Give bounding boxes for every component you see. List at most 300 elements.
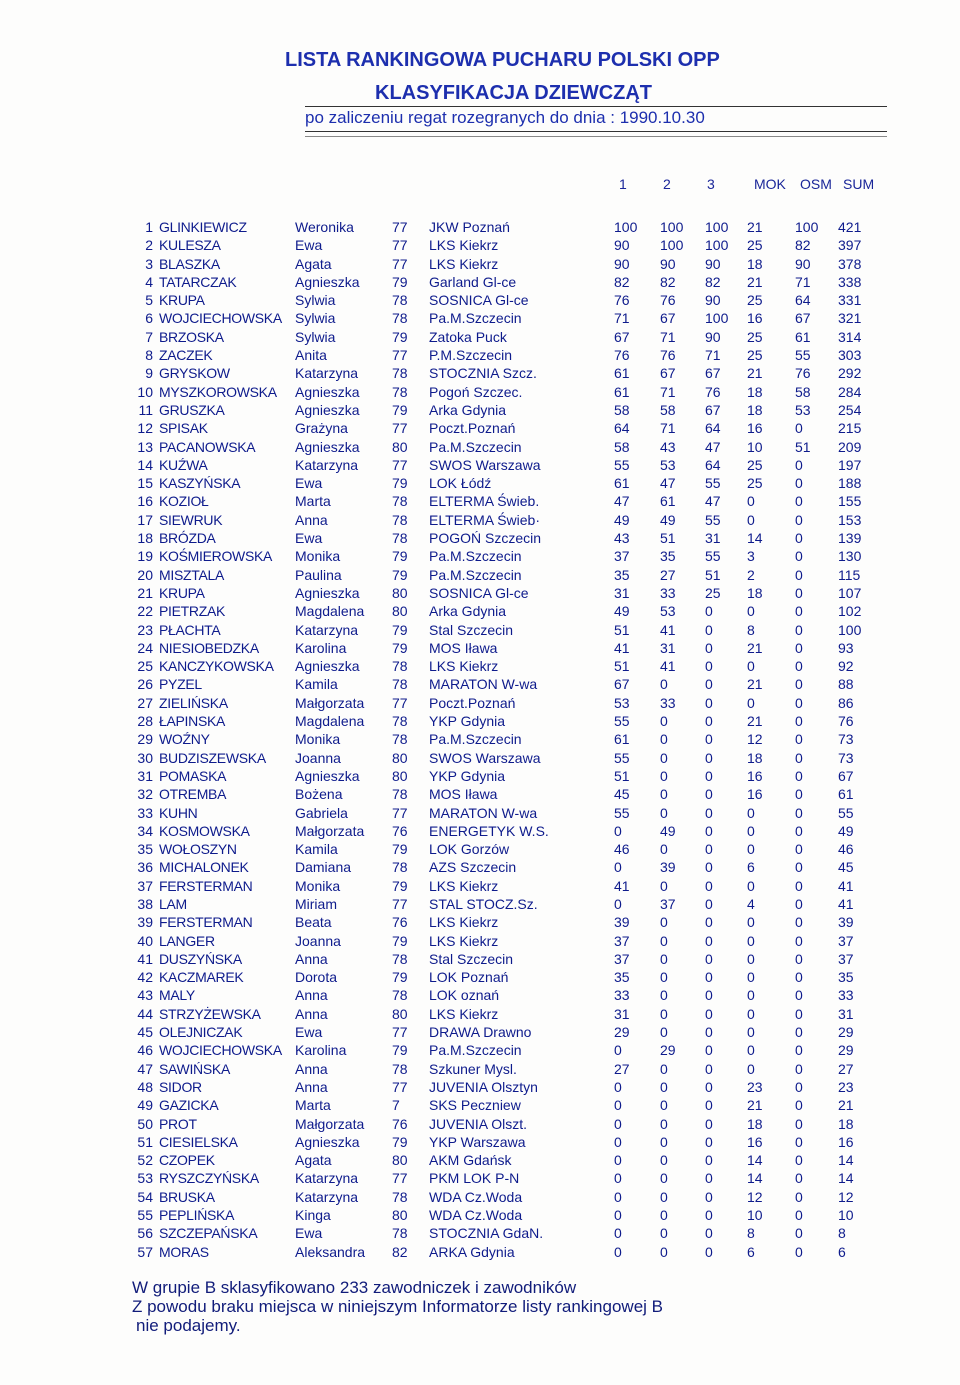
- birth-year: 76: [392, 1115, 408, 1132]
- club: ARKA Gdynia: [429, 1243, 515, 1260]
- footer-line-3: nie podajemy.: [136, 1316, 241, 1335]
- surname: SZCZEPAŃSKA: [159, 1225, 258, 1242]
- score-regatta-2: 0: [660, 877, 668, 894]
- club: YKP Gdynia: [429, 767, 506, 784]
- score-regatta-1: 29: [614, 1024, 630, 1041]
- birth-year: 77: [392, 237, 408, 254]
- score-mok: 16: [747, 767, 763, 784]
- score-regatta-1: 61: [614, 731, 630, 748]
- score-regatta-2: 0: [660, 950, 668, 967]
- footer-line-2: Z powodu braku miejsca w niniejszym Informatorze listy rankingowej B: [132, 1297, 663, 1316]
- score-regatta-2: 0: [660, 1152, 668, 1169]
- rank-number: 6: [145, 310, 153, 327]
- score-regatta-2: 31: [660, 639, 676, 656]
- rank-number: 5: [145, 292, 153, 309]
- club: SWOS Warszawa: [429, 456, 541, 473]
- rank-number: 32: [137, 786, 153, 803]
- surname: FERSTERMAN: [159, 914, 253, 931]
- birth-year: 78: [392, 493, 408, 510]
- score-regatta-3: 0: [705, 914, 713, 931]
- rank-number: 50: [137, 1115, 153, 1132]
- table-row: [0, 236, 960, 254]
- table-row: [0, 1151, 960, 1169]
- score-sum: 378: [838, 255, 862, 272]
- date-line: po zaliczeniu regat rozegranych do dnia : 1990.10.30: [305, 108, 705, 127]
- table-row: [0, 1078, 960, 1096]
- ranking-table: [0, 218, 960, 1261]
- score-regatta-2: 37: [660, 895, 676, 912]
- score-osm: 0: [795, 767, 803, 784]
- score-regatta-3: 47: [705, 438, 721, 455]
- score-regatta-3: 76: [705, 383, 721, 400]
- rank-number: 35: [137, 841, 153, 858]
- score-mok: 0: [747, 1005, 755, 1022]
- first-name: Agnieszka: [295, 658, 360, 675]
- score-mok: 3: [747, 548, 755, 565]
- rank-number: 22: [137, 603, 153, 620]
- score-sum: 14: [838, 1170, 854, 1187]
- score-mok: 0: [747, 841, 755, 858]
- score-sum: 130: [838, 548, 862, 565]
- score-regatta-2: 71: [660, 420, 676, 437]
- score-osm: 0: [795, 987, 803, 1004]
- score-mok: 25: [747, 475, 763, 492]
- score-regatta-2: 90: [660, 255, 676, 272]
- club: SKS Peczniew: [429, 1097, 521, 1114]
- birth-year: 80: [392, 767, 408, 784]
- score-mok: 4: [747, 895, 755, 912]
- score-sum: 39: [838, 914, 854, 931]
- score-sum: 215: [838, 420, 862, 437]
- score-regatta-2: 58: [660, 401, 676, 418]
- table-row: [0, 840, 960, 858]
- score-regatta-1: 35: [614, 566, 630, 583]
- score-regatta-2: 27: [660, 566, 676, 583]
- birth-year: 77: [392, 694, 408, 711]
- score-regatta-1: 51: [614, 767, 630, 784]
- first-name: Ewa: [295, 237, 323, 254]
- surname: ZIELIŃSKA: [159, 694, 228, 711]
- score-sum: 197: [838, 456, 862, 473]
- table-row: [0, 767, 960, 785]
- score-mok: 21: [747, 219, 763, 235]
- score-regatta-3: 0: [705, 1042, 713, 1059]
- score-osm: 0: [795, 877, 803, 894]
- score-regatta-2: 0: [660, 1078, 668, 1095]
- rank-number: 54: [137, 1188, 153, 1205]
- surname: NIESIOBEDZKA: [159, 639, 259, 656]
- score-osm: 0: [795, 475, 803, 492]
- surname: OLEJNICZAK: [159, 1024, 243, 1041]
- score-regatta-3: 0: [705, 1243, 713, 1260]
- birth-year: 78: [392, 676, 408, 693]
- club: POGOŃ Szczecin: [429, 530, 542, 547]
- first-name: Magdalena: [295, 713, 365, 730]
- score-regatta-2: 0: [660, 676, 668, 693]
- page-subtitle: KLASYFIKACJA DZIEWCZĄT: [375, 82, 653, 104]
- first-name: Magdalena: [295, 603, 365, 620]
- score-sum: 21: [838, 1097, 854, 1114]
- surname: MISZTALA: [159, 566, 225, 583]
- score-osm: 0: [795, 804, 803, 821]
- rank-number: 13: [137, 438, 153, 455]
- birth-year: 77: [392, 420, 408, 437]
- score-osm: 0: [795, 859, 803, 876]
- score-regatta-1: 58: [614, 401, 630, 418]
- score-sum: 37: [838, 932, 854, 949]
- club: ENERGETYK W.S.: [429, 822, 549, 839]
- rank-number: 37: [137, 877, 153, 894]
- score-regatta-3: 82: [705, 273, 721, 290]
- score-osm: 0: [795, 1243, 803, 1260]
- footer-note: [132, 1278, 663, 1335]
- rank-number: 36: [137, 859, 153, 876]
- score-regatta-2: 71: [660, 328, 676, 345]
- table-row: [0, 932, 960, 950]
- rank-number: 47: [137, 1060, 153, 1077]
- birth-year: 80: [392, 749, 408, 766]
- score-regatta-2: 0: [660, 1060, 668, 1077]
- score-regatta-3: 0: [705, 621, 713, 638]
- score-mok: 0: [747, 694, 755, 711]
- table-row: [0, 950, 960, 968]
- score-osm: 0: [795, 1170, 803, 1187]
- rank-number: 21: [137, 584, 153, 601]
- score-sum: 41: [838, 895, 854, 912]
- score-mok: 25: [747, 347, 763, 364]
- score-regatta-3: 0: [705, 731, 713, 748]
- score-regatta-2: 41: [660, 658, 676, 675]
- club: STAL STOCZ.Sz.: [429, 895, 538, 912]
- table-row: [0, 639, 960, 657]
- club: P.M.Szczecin: [429, 347, 512, 364]
- score-regatta-2: 0: [660, 841, 668, 858]
- birth-year: 79: [392, 401, 408, 418]
- score-regatta-3: 71: [705, 347, 721, 364]
- rank-number: 45: [137, 1024, 153, 1041]
- score-osm: 67: [795, 310, 811, 327]
- score-sum: 76: [838, 713, 854, 730]
- club: MOS Iława: [429, 639, 498, 656]
- score-regatta-1: 46: [614, 841, 630, 858]
- score-regatta-2: 0: [660, 786, 668, 803]
- birth-year: 78: [392, 1225, 408, 1242]
- birth-year: 79: [392, 273, 408, 290]
- score-regatta-2: 0: [660, 1005, 668, 1022]
- score-mok: 18: [747, 401, 763, 418]
- score-regatta-2: 53: [660, 456, 676, 473]
- score-osm: 0: [795, 548, 803, 565]
- score-osm: 0: [795, 1188, 803, 1205]
- score-mok: 8: [747, 1225, 755, 1242]
- surname: KRUPA: [159, 292, 205, 309]
- score-regatta-3: 0: [705, 1060, 713, 1077]
- score-sum: 421: [838, 219, 862, 235]
- score-regatta-3: 0: [705, 694, 713, 711]
- score-regatta-3: 47: [705, 493, 721, 510]
- club: LKS Kiekrz: [429, 1005, 499, 1022]
- score-sum: 92: [838, 658, 854, 675]
- table-row: [0, 566, 960, 584]
- table-row: [0, 1243, 960, 1261]
- score-regatta-2: 0: [660, 1097, 668, 1114]
- score-osm: 0: [795, 1225, 803, 1242]
- score-regatta-3: 0: [705, 859, 713, 876]
- first-name: Agnieszka: [295, 438, 360, 455]
- score-osm: 0: [795, 694, 803, 711]
- score-regatta-3: 55: [705, 475, 721, 492]
- score-osm: 0: [795, 493, 803, 510]
- rank-number: 16: [137, 493, 153, 510]
- surname: KACZMAREK: [159, 969, 244, 986]
- table-row: [0, 1005, 960, 1023]
- first-name: Marta: [295, 493, 331, 510]
- score-osm: 0: [795, 841, 803, 858]
- birth-year: 78: [392, 1060, 408, 1077]
- score-osm: 0: [795, 603, 803, 620]
- score-regatta-1: 90: [614, 237, 630, 254]
- score-osm: 0: [795, 749, 803, 766]
- birth-year: 78: [392, 786, 408, 803]
- score-osm: 90: [795, 255, 811, 272]
- score-mok: 23: [747, 1078, 763, 1095]
- table-row: [0, 273, 960, 291]
- score-mok: 0: [747, 950, 755, 967]
- rank-number: 46: [137, 1042, 153, 1059]
- table-row: [0, 675, 960, 693]
- club: AZS Szczecin: [429, 859, 517, 876]
- score-regatta-1: 82: [614, 273, 630, 290]
- rank-number: 2: [145, 237, 153, 254]
- club: YKP Gdynia: [429, 713, 506, 730]
- club: PKM LOK P-N: [429, 1170, 520, 1187]
- first-name: Agnieszka: [295, 1133, 360, 1150]
- table-row: [0, 602, 960, 620]
- table-row: [0, 492, 960, 510]
- score-osm: 0: [795, 713, 803, 730]
- rank-number: 11: [138, 401, 153, 418]
- score-mok: 0: [747, 877, 755, 894]
- score-regatta-3: 0: [705, 1152, 713, 1169]
- birth-year: 79: [392, 877, 408, 894]
- score-sum: 8: [838, 1225, 846, 1242]
- score-mok: 21: [747, 273, 763, 290]
- table-row: [0, 255, 960, 273]
- score-osm: 0: [795, 566, 803, 583]
- score-regatta-1: 0: [614, 1170, 622, 1187]
- rank-number: 52: [137, 1152, 153, 1169]
- score-regatta-2: 67: [660, 365, 676, 382]
- score-osm: 0: [795, 1042, 803, 1059]
- score-mok: 18: [747, 383, 763, 400]
- footer-line-1: W grupie B sklasyfikowano 233 zawodniczek i zawodników: [132, 1278, 577, 1297]
- first-name: Agnieszka: [295, 383, 360, 400]
- club: Garland Gl-ce: [429, 273, 517, 290]
- score-regatta-1: 0: [614, 1097, 622, 1114]
- score-regatta-2: 0: [660, 1188, 668, 1205]
- rank-number: 19: [137, 548, 153, 565]
- rank-number: 17: [137, 511, 153, 528]
- rank-number: 24: [137, 639, 153, 656]
- surname: WOŹNY: [159, 731, 210, 748]
- table-row: [0, 1096, 960, 1114]
- score-mok: 18: [747, 255, 763, 272]
- birth-year: 79: [392, 566, 408, 583]
- score-regatta-1: 0: [614, 895, 622, 912]
- score-osm: 0: [795, 639, 803, 656]
- surname: PYZEL: [159, 676, 202, 693]
- first-name: Katarzyna: [295, 1170, 359, 1187]
- score-regatta-1: 0: [614, 1078, 622, 1095]
- surname: MYSZKOROWSKA: [159, 383, 277, 400]
- rank-number: 4: [145, 273, 153, 290]
- surname: SPISAK: [159, 420, 208, 437]
- rank-number: 51: [137, 1133, 153, 1150]
- score-regatta-2: 0: [660, 1133, 668, 1150]
- score-regatta-1: 53: [614, 694, 630, 711]
- first-name: Ewa: [295, 475, 323, 492]
- score-regatta-2: 47: [660, 475, 676, 492]
- birth-year: 79: [392, 548, 408, 565]
- score-regatta-3: 0: [705, 1225, 713, 1242]
- score-regatta-2: 39: [660, 859, 676, 876]
- score-mok: 0: [747, 603, 755, 620]
- first-name: Małgorzata: [295, 822, 365, 839]
- score-osm: 0: [795, 456, 803, 473]
- score-regatta-2: 0: [660, 1170, 668, 1187]
- score-osm: 0: [795, 420, 803, 437]
- birth-year: 78: [392, 383, 408, 400]
- score-mok: 0: [747, 822, 755, 839]
- club: Poczt.Poznań: [429, 420, 516, 437]
- surname: BRÓZDA: [159, 530, 216, 547]
- score-regatta-3: 0: [705, 932, 713, 949]
- surname: SIDOR: [159, 1078, 202, 1095]
- first-name: Weronika: [295, 219, 354, 235]
- score-sum: 88: [838, 676, 854, 693]
- birth-year: 76: [392, 822, 408, 839]
- score-sum: 209: [838, 438, 862, 455]
- score-sum: 155: [838, 493, 862, 510]
- birth-year: 77: [392, 1078, 408, 1095]
- score-sum: 86: [838, 694, 854, 711]
- score-osm: 58: [795, 383, 811, 400]
- surname: PROT: [159, 1115, 197, 1132]
- score-regatta-1: 100: [614, 219, 638, 235]
- score-regatta-2: 33: [660, 694, 676, 711]
- first-name: Joanna: [295, 932, 341, 949]
- club: LKS Kiekrz: [429, 914, 499, 931]
- club: WDA Cz.Woda: [429, 1188, 523, 1205]
- score-osm: 0: [795, 895, 803, 912]
- first-name: Anna: [295, 950, 328, 967]
- surname: WOJCIECHOWSKA: [159, 1042, 282, 1059]
- score-regatta-3: 31: [705, 530, 721, 547]
- birth-year: 79: [392, 621, 408, 638]
- score-sum: 338: [838, 273, 862, 290]
- score-mok: 0: [747, 987, 755, 1004]
- score-regatta-3: 0: [705, 639, 713, 656]
- score-regatta-1: 35: [614, 969, 630, 986]
- first-name: Agnieszka: [295, 401, 360, 418]
- table-row: [0, 694, 960, 712]
- table-row: [0, 895, 960, 913]
- score-regatta-1: 39: [614, 914, 630, 931]
- first-name: Joanna: [295, 749, 341, 766]
- first-name: Monika: [295, 731, 341, 748]
- first-name: Katarzyna: [295, 456, 359, 473]
- rank-number: 43: [137, 987, 153, 1004]
- score-sum: 16: [838, 1133, 854, 1150]
- club: SOSNICA Gl-ce: [429, 584, 529, 601]
- club: DRAWA Drawno: [429, 1024, 532, 1041]
- score-regatta-3: 90: [705, 255, 721, 272]
- first-name: Damiana: [295, 859, 352, 876]
- score-mok: 0: [747, 511, 755, 528]
- table-row: [0, 1169, 960, 1187]
- table-row: [0, 328, 960, 346]
- table-row: [0, 822, 960, 840]
- rank-number: 25: [137, 658, 153, 675]
- score-regatta-2: 43: [660, 438, 676, 455]
- club: Pogoń Szczec.: [429, 383, 523, 400]
- score-regatta-3: 0: [705, 658, 713, 675]
- score-regatta-1: 37: [614, 548, 630, 565]
- score-regatta-3: 0: [705, 1188, 713, 1205]
- score-osm: 64: [795, 292, 811, 309]
- first-name: Kinga: [295, 1207, 331, 1224]
- score-regatta-2: 0: [660, 987, 668, 1004]
- birth-year: 78: [392, 731, 408, 748]
- score-sum: 45: [838, 859, 854, 876]
- birth-year: 78: [392, 987, 408, 1004]
- table-row: [0, 968, 960, 986]
- score-regatta-3: 0: [705, 1133, 713, 1150]
- table-row: [0, 749, 960, 767]
- first-name: Ewa: [295, 530, 323, 547]
- score-osm: 0: [795, 511, 803, 528]
- table-row: [0, 511, 960, 529]
- first-name: Monika: [295, 548, 341, 565]
- score-regatta-2: 53: [660, 603, 676, 620]
- table-row: [0, 291, 960, 309]
- rank-number: 12: [137, 420, 153, 437]
- score-osm: 51: [795, 438, 811, 455]
- score-regatta-3: 0: [705, 822, 713, 839]
- surname: KRUPA: [159, 584, 205, 601]
- score-regatta-1: 0: [614, 1152, 622, 1169]
- score-mok: 0: [747, 804, 755, 821]
- score-regatta-2: 51: [660, 530, 676, 547]
- score-mok: 25: [747, 292, 763, 309]
- score-regatta-1: 51: [614, 658, 630, 675]
- club: JUVENIA Olszt.: [429, 1115, 528, 1132]
- rank-number: 8: [145, 347, 153, 364]
- table-row: [0, 877, 960, 895]
- score-regatta-2: 0: [660, 914, 668, 931]
- club: LKS Kiekrz: [429, 658, 499, 675]
- score-regatta-1: 33: [614, 987, 630, 1004]
- column-header-osm: OSM: [800, 176, 832, 192]
- first-name: Anna: [295, 987, 328, 1004]
- birth-year: 78: [392, 292, 408, 309]
- score-regatta-1: 37: [614, 932, 630, 949]
- birth-year: 7: [392, 1097, 400, 1114]
- first-name: Ewa: [295, 1024, 323, 1041]
- score-regatta-2: 71: [660, 383, 676, 400]
- score-osm: 0: [795, 969, 803, 986]
- score-mok: 16: [747, 786, 763, 803]
